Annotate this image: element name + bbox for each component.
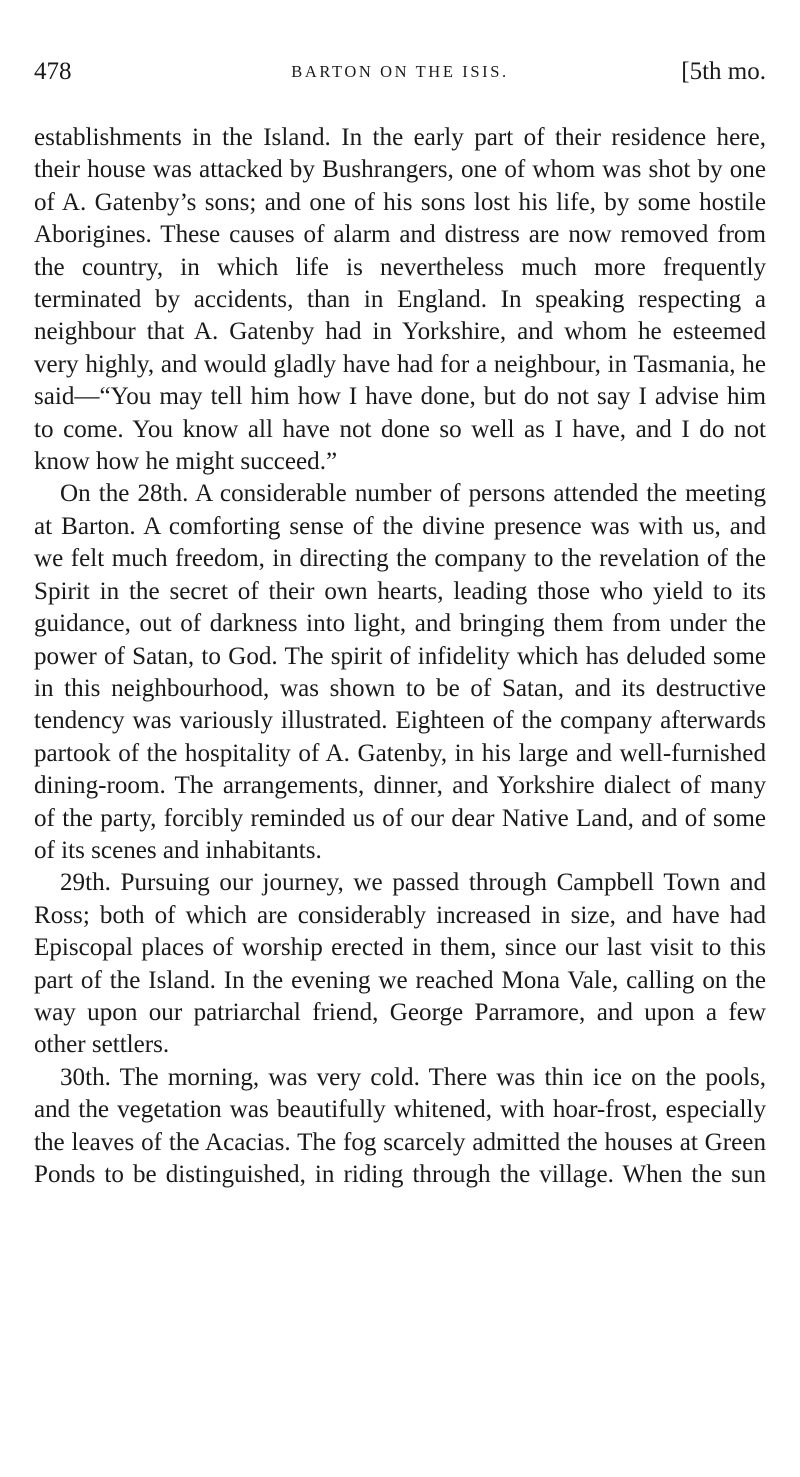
paragraph-30th-morning: 30th. The morning, was very cold. There was thin ice on the pools, and the vegetation was beautifully whitened, with hoar-frost, especially the leaves of the Acacias. The fog scarcely admitted the houses at Green Ponds to be distinguished, in riding through the village. When the sun bbox=[34, 1063, 766, 1188]
running-title: BARTON ON THE ISIS. bbox=[291, 62, 509, 81]
paragraph-28th-meeting: On the 28th. A considerable number of persons attended the meeting at Barton. A comforting sense of the divine presence was with us, and we felt much freedom, in directing the company to the revelation of the Spirit in the secret of their own hearts, leading those who yield to its guidance, out of darkness into light, and bringing them from under the power of Satan, to God. The spirit of infidelity which has deluded some in this neighbourhood, was shown to be of Satan, and its destructive tendency was variously illustrated. Eighteen of the company afterwards partook of the hospitality of A. Gatenby, in his large and well-furnished dining-room. The arrangements, dinner, and Yorkshire dialect of many of the party, forcibly reminded us of our dear Native Land, and of some of its scenes and inhabitants. bbox=[34, 480, 766, 864]
paragraph-gatenby-residence: establishments in the Island. In the early part of their residence here, their house was attacked by Bushrangers, one of whom was shot by one of A. Gatenby’s sons; and one of his sons lost his life, by some hostile Aborigines. These causes of alarm and distress are now removed from the country, in which life is nevertheless much more frequently terminated by accidents, than in England. In speaking respecting a neighbour that A. Gatenby had in Yorkshire, and whom he esteemed very highly, and would gladly have had for a neighbour, in Tasmania, he said—“You may tell him how I have done, but do not say I advise him to come. You know all have not done so well as I have, and I do not know how he might succeed.” bbox=[34, 124, 766, 476]
body-text bbox=[34, 122, 766, 1191]
month-marker: [5th mo. bbox=[681, 58, 766, 85]
paragraph-29th-journey: 29th. Pursuing our journey, we passed through Campbell Town and Ross; both of which are considerably increased in size, and have had Episcopal places of worship erected in them, since our last visit to this part of the Island. In the evening we reached Mona Vale, calling on the way upon our patriarchal friend, George Parramore, and upon a few other settlers. bbox=[34, 869, 766, 1059]
book-page bbox=[34, 58, 766, 1191]
page-number: 478 bbox=[34, 58, 72, 85]
running-head bbox=[34, 58, 766, 98]
